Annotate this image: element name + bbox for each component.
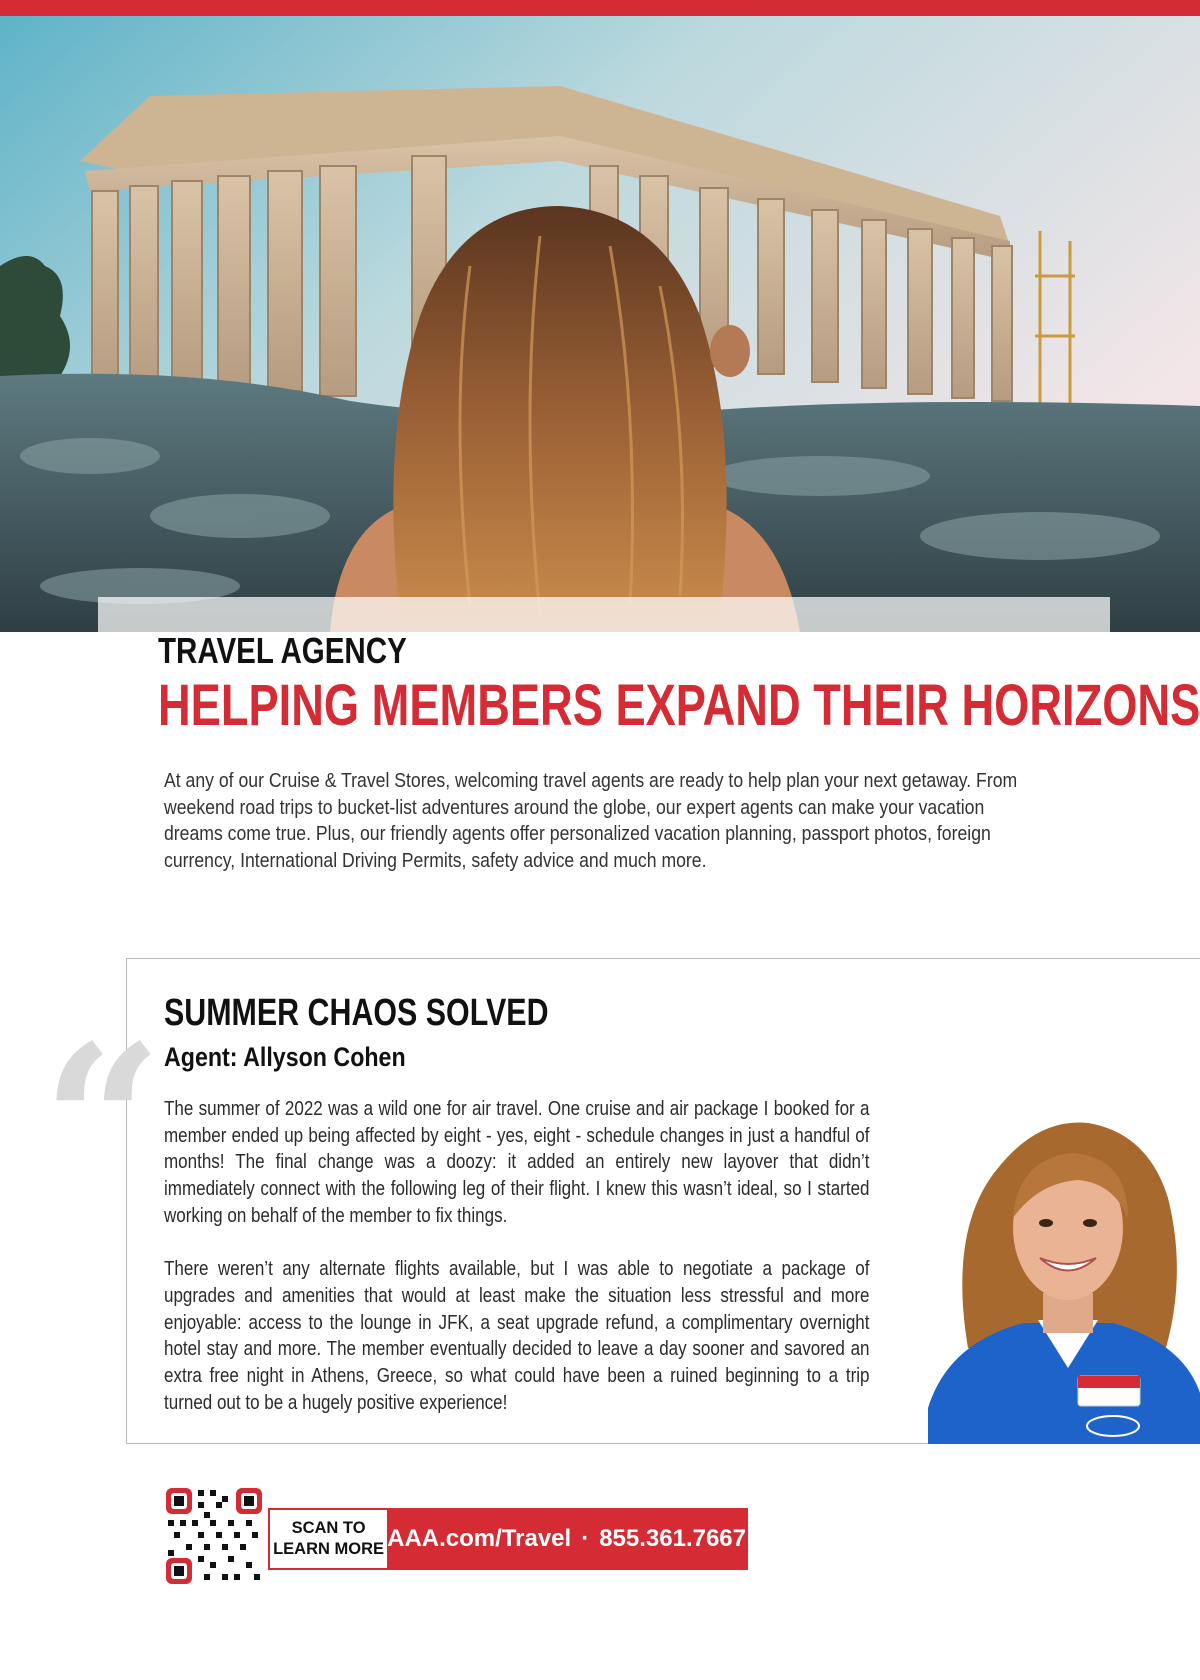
qr-code-icon[interactable] (166, 1488, 262, 1584)
travel-url-link[interactable]: AAA.com/Travel (387, 1525, 572, 1552)
scan-label (270, 1510, 387, 1568)
agent-photo (928, 1108, 1200, 1444)
contact-strip (387, 1510, 746, 1568)
page-headline: HELPING MEMBERS EXPAND THEIR HORIZONS (158, 673, 1200, 738)
story-body (164, 1096, 870, 1443)
story-paragraph: The summer of 2022 was a wild one for air travel. One cruise and air package I booked for a member ended up being affected by eight - yes, eight - schedule changes in just a handful of months! The final change was a doozy: it added an entirely new layover that didn’t immediately connect with the following leg of their flight. I knew this wasn’t ideal, so I started working on behalf of the member to fix things. (164, 1097, 870, 1227)
scan-label-line1: SCAN TO (291, 1519, 366, 1537)
intro-paragraph: At any of our Cruise & Travel Stores, welcoming travel agents are ready to help plan your next getaway. From weekend road trips to bucket-list adventures around the globe, our expert agents can make your vacation dreams come true. Plus, our friendly agents offer personalized vacation planning, passport photos, foreign currency, International Driving Permits, safety advice and much more. (164, 769, 1018, 872)
section-eyebrow: TRAVEL AGENCY (158, 630, 407, 671)
top-accent-bar (0, 0, 1200, 16)
hero-photo-parthenon (0, 16, 1200, 632)
separator-dot: · (581, 1525, 590, 1552)
story-title: SUMMER CHAOS SOLVED (164, 992, 549, 1034)
quote-mark-icon: “ (42, 999, 163, 1246)
cta-bar (268, 1508, 748, 1570)
story-paragraph: There weren’t any alternate flights available, but I was able to negotiate a package of upgrades and amenities that would at least make the situation less stressful and more enjoyable: access to the lounge in JFK, a seat upgrade refund, a complimentary overnight hotel stay and more. The member eventually decided to leave a day sooner and savored an extra free night in Athens, Greece, so what could have been a ruined beginning to a trip turned out to be a hugely positive experience! (164, 1257, 870, 1414)
agent-portrait (928, 1108, 1200, 1444)
story-agent-name: Agent: Allyson Cohen (164, 1042, 406, 1072)
hero-caption-strip (98, 597, 1110, 632)
hero-illustration (0, 16, 1200, 632)
scan-label-line2: LEARN MORE (273, 1540, 385, 1558)
phone-number-link[interactable]: 855.361.7667 (599, 1525, 746, 1552)
